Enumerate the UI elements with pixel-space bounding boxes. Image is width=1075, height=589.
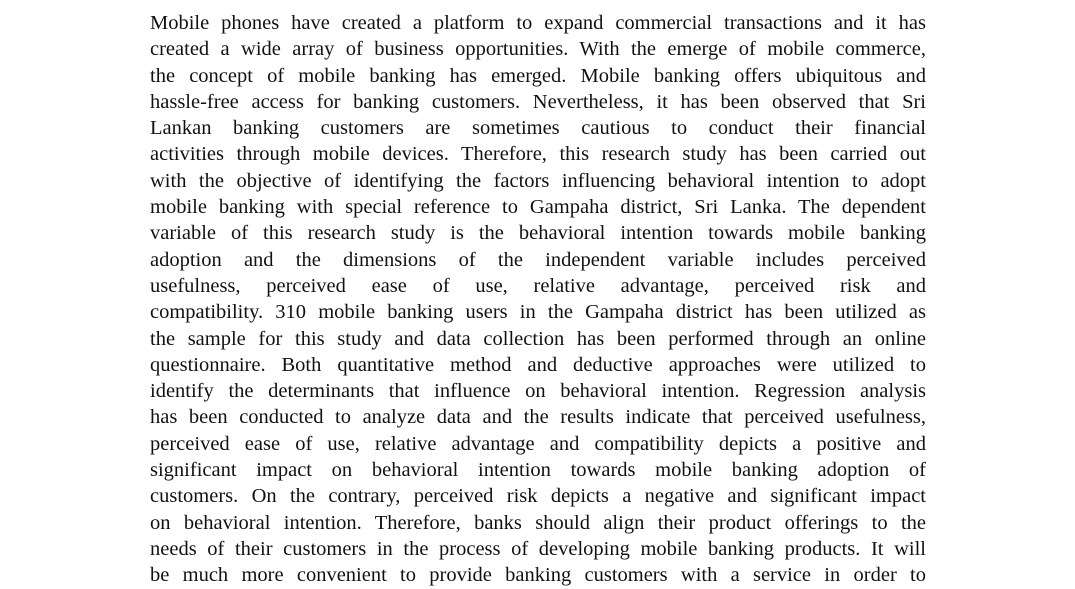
text-line: identify the determinants that influence on behavioral intention. Regression analysis <box>150 380 926 403</box>
text-line: created a wide array of business opportunities. With the emerge of mobile commerce, <box>150 38 926 61</box>
text-line: be much more convenient to provide banking customers with a service in order to <box>150 564 926 587</box>
text-line: adoption and the dimensions of the independent variable includes perceived <box>150 248 926 271</box>
text-line: variable of this research study is the behavioral intention towards mobile banking <box>150 222 926 245</box>
text-line: Mobile phones have created a platform to expand commercial transactions and it has <box>150 12 926 34</box>
text-line: mobile banking with special reference to Gampaha district, Sri Lanka. The dependent <box>150 196 926 219</box>
text-line: on behavioral intention. Therefore, banks should align their product offerings to the <box>150 511 926 534</box>
text-line: the sample for this study and data collection has been performed through an online <box>150 327 926 350</box>
text-line: with the objective of identifying the factors influencing behavioral intention to adopt <box>150 169 926 192</box>
text-line: usefulness, perceived ease of use, relative advantage, perceived risk and <box>150 274 926 297</box>
abstract-text-block <box>150 10 926 589</box>
text-line: has been conducted to analyze data and the results indicate that perceived usefulness, <box>150 406 926 429</box>
text-line: compatibility. 310 mobile banking users in the Gampaha district has been utilized as <box>150 301 926 324</box>
text-line: hassle-free access for banking customers. Nevertheless, it has been observed that Sri <box>150 90 926 113</box>
text-line: activities through mobile devices. Therefore, this research study has been carried out <box>150 143 926 166</box>
text-line: needs of their customers in the process of developing mobile banking products. It will <box>150 537 926 560</box>
text-line: questionnaire. Both quantitative method and deductive approaches were utilized to <box>150 353 926 376</box>
text-line: perceived ease of use, relative advantage and compatibility depicts a positive and <box>150 432 926 455</box>
text-line: customers. On the contrary, perceived risk depicts a negative and significant impact <box>150 485 926 508</box>
text-line: significant impact on behavioral intention towards mobile banking adoption of <box>150 459 926 482</box>
text-line: Lankan banking customers are sometimes cautious to conduct their financial <box>150 117 926 140</box>
text-line: the concept of mobile banking has emerged. Mobile banking offers ubiquitous and <box>150 64 926 87</box>
